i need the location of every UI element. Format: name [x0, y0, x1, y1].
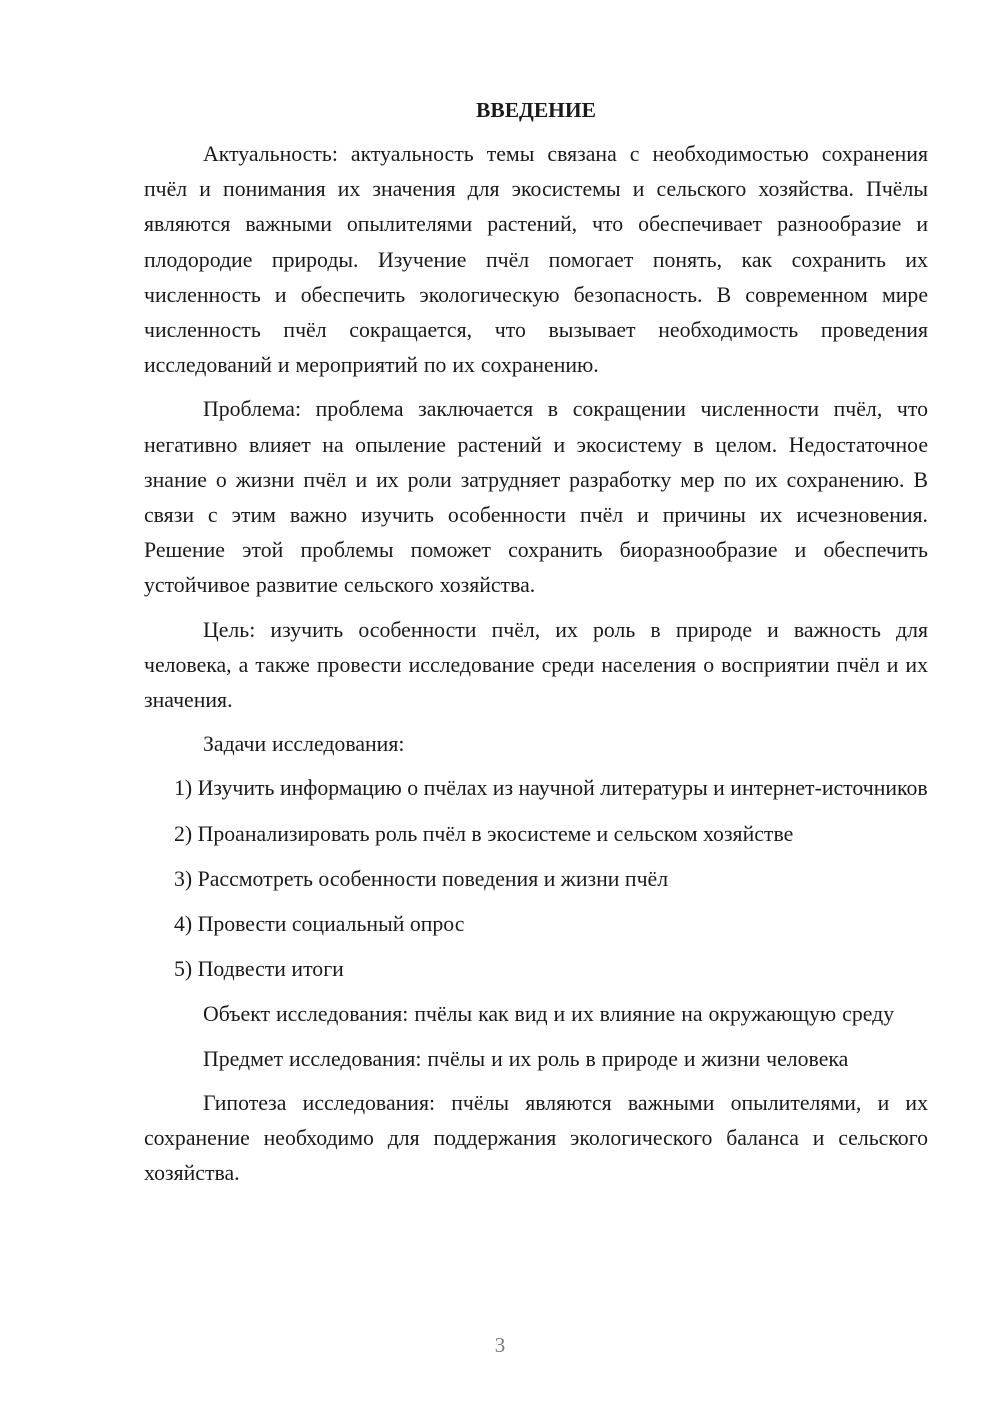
relevance-paragraph: Актуальность: актуальность темы связана с необходимостью сохранения пчёл и понимания их значения для экосистемы и сельского хозяйства. Пчёлы являются важными опылителями растений, что обеспечивает разнообразие и плодородие природы. Изучение пчёл помогает понять, как сохранить их численность и обеспечить экологическую безопасность. В современном мире численность пчёл сокращается, что вызывает необходимость проведения исследований и мероприятий по их сохранению.: [144, 142, 928, 378]
subject-paragraph: Предмет исследования: пчёлы и их роль в природе и жизни человека: [203, 1046, 849, 1071]
task-item: 4) Провести социальный опрос: [174, 912, 465, 937]
goal-paragraph: Цель: изучить особенности пчёл, их роль в природе и важность для человека, а также провести исследование среди населения о восприятии пчёл и их значения.: [144, 617, 928, 713]
document-page: [144, 93, 928, 1200]
problem-paragraph: Проблема: проблема заключается в сокращении численности пчёл, что негативно влияет на опыление растений и экосистему в целом. Недостаточное знание о жизни пчёл и их роли затрудняет разработку мер по их сохранению. В связи с этим важно изучить особенности пчёл и причины их исчезновения. Решение этой проблемы поможет сохранить биоразнообразие и обеспечить устойчивое развитие сельского хозяйства.: [144, 397, 928, 598]
section-title: ВВЕДЕНИЕ: [476, 98, 596, 122]
hypothesis-paragraph: Гипотеза исследования: пчёлы являются важными опылителями, и их сохранение необходимо для поддержания экологического баланса и сельского хозяйства.: [144, 1090, 928, 1186]
task-item: 2) Проанализировать роль пчёл в экосистеме и сельском хозяйстве: [174, 821, 794, 846]
task-item: 5) Подвести итоги: [174, 957, 344, 982]
tasks-heading: Задачи исследования:: [203, 732, 405, 757]
page-number: 3: [494, 1333, 506, 1357]
task-item: 3) Рассмотреть особенности поведения и жизни пчёл: [174, 866, 669, 891]
object-paragraph: Объект исследования: пчёлы как вид и их влияние на окружающую среду: [203, 1002, 895, 1027]
task-item: 1) Изучить информацию о пчёлах из научной литературы и интернет-источников: [174, 776, 928, 801]
